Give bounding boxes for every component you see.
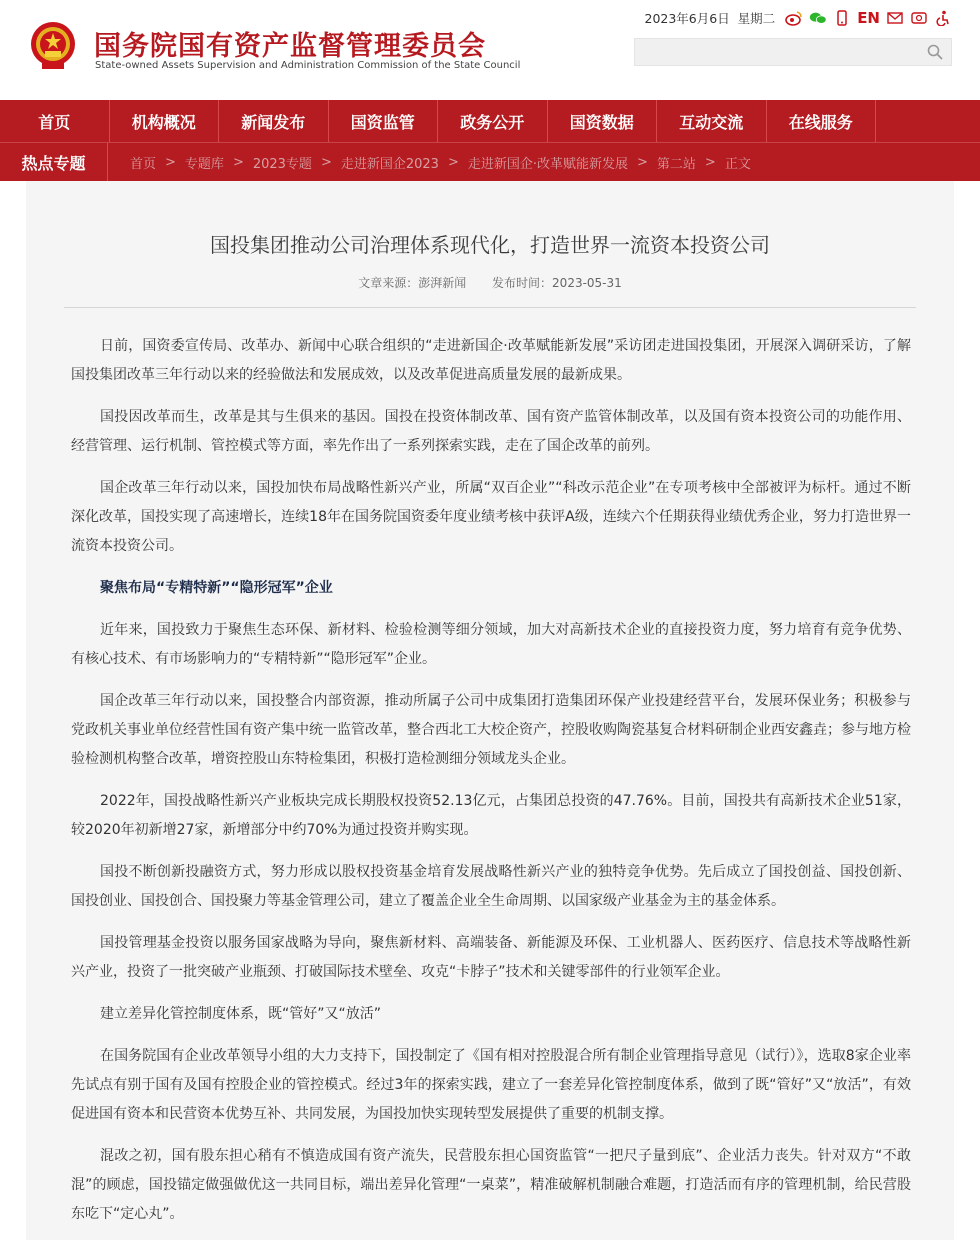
article-paragraph: 国企改革三年行动以来，国投整合内部资源，推动所属子公司中成集团打造集团环保产业投建经营平台，发展环保业务；积极参与党政机关事业单位经营性国有资产集中统一监管改革，整合西北工大校企资产，控股收购陶瓷基复合材料研制企业西安鑫垚；参与地方检验检测机构整合改革，增资控股山东特检集团，积极打造检测细分领域龙头企业。	[71, 693, 911, 767]
article-paragraph: 国投管理基金投资以服务国家战略为导向，聚焦新材料、高端装备、新能源及环保、工业机器人、医药医疗、信息技术等战略性新兴产业，投资了一批突破产业瓶颈、打破国际技术壁垒、攻克“卡脖子”技术和关键零部件的行业领军企业。	[71, 935, 911, 980]
wechat-icon[interactable]	[809, 9, 827, 27]
title-divider	[64, 307, 916, 308]
search-icon[interactable]	[927, 44, 943, 60]
top-utility-bar	[645, 8, 953, 28]
current-date: 2023年6月6日 星期二	[644, 11, 776, 26]
article-paragraph: 国投不断创新投融资方式，努力形成以股权投资基金培育发展战略性新兴产业的独特竞争优势。先后成立了国投创益、国投创新、国投创业、国投创合、国投聚力等基金管理公司，建立了覆盖企业全生命周期、以国家级产业基金为主的基金体系。	[71, 864, 911, 909]
article-container	[26, 181, 954, 1240]
nav-item-organization[interactable]: 机构概况	[110, 100, 220, 142]
national-emblem-icon[interactable]	[28, 20, 78, 72]
mobile-icon[interactable]	[833, 9, 851, 27]
article-paragraph: 国投因改革而生，改革是其与生俱来的基因。国投在投资体制改革、国有资产监管体制改革，以及国有资本投资公司的功能作用、经营管理、运行机制、管控模式等方面，率先作出了一系列探索实践，走在了国企改革的前列。	[71, 409, 911, 454]
article-body	[71, 332, 911, 1240]
hot-topics-tab[interactable]: 热点专题	[0, 143, 108, 181]
section-heading: 聚焦布局“专精特新”“隐形冠军”企业	[100, 580, 333, 596]
nav-item-supervision[interactable]: 国资监管	[329, 100, 439, 142]
site-subtitle: State-owned Assets Supervision and Administration Commission of the State Council	[95, 60, 521, 71]
nav-item-home[interactable]: 首页	[0, 100, 110, 142]
breadcrumb-second-stop[interactable]: 第二站	[656, 156, 696, 172]
nav-item-data[interactable]: 国资数据	[548, 100, 658, 142]
breadcrumb-topic-library[interactable]: 专题库	[184, 156, 224, 172]
article-paragraph: 混改之初，国有股东担心稍有不慎造成国有资产流失，民营股东担心国资监管“一把尺子量到底”、企业活力丧失。针对双方“不敢混”的顾虑，国投锚定做强做优这一共同目标，端出差异化管理“一桌菜”，精准破解机制融合难题，打造活而有序的管理机制，给民营股东吃下“定心丸”。	[71, 1148, 911, 1222]
nav-item-online-service[interactable]: 在线服务	[767, 100, 877, 142]
article-paragraph: 近年来，国投致力于聚焦生态环保、新材料、检验检测等细分领域，加大对高新技术企业的直接投资力度，努力培育有竞争优势、有核心技术、有市场影响力的“专精特新”“隐形冠军”企业。	[71, 622, 911, 667]
weibo-icon[interactable]	[785, 9, 803, 27]
article-date: 发布时间：2023-05-31	[492, 276, 622, 290]
search-input[interactable]	[635, 39, 915, 65]
breadcrumb-2023-topics[interactable]: 2023专题	[252, 156, 312, 172]
nav-item-news[interactable]: 新闻发布	[219, 100, 329, 142]
mail-icon[interactable]	[886, 9, 904, 27]
breadcrumb: 首页 > 专题库 > 2023专题 > 走进新国企2023 > 走进新国企·改革赋能新发展 > 第二站 > 正文	[130, 154, 751, 172]
article-paragraph: 在国务院国有企业改革领导小组的大力支持下，国投制定了《国有相对控股混合所有制企业管理指导意见（试行）》，选取8家企业率先试点有别于国有及国有控股企业的管控模式。经过3年的探索实践，建立了一套差异化管控制度体系，做到了既“管好”又“放活”，有效促进国有资本和民营资本优势互补、共同发展，为国投加快实现转型发展提供了重要的机制支撑。	[71, 1048, 911, 1122]
breadcrumb-reform-series[interactable]: 走进新国企·改革赋能新发展	[467, 156, 628, 172]
sub-nav	[0, 142, 980, 181]
breadcrumb-home[interactable]: 首页	[130, 156, 157, 172]
section-heading-plain: 建立差异化管控制度体系，既“管好”又“放活”	[100, 1006, 382, 1022]
accessibility-icon[interactable]	[934, 9, 952, 27]
nav-item-government-affairs[interactable]: 政务公开	[438, 100, 548, 142]
search-box	[634, 38, 952, 66]
site-title[interactable]: 国务院国有资产监督管理委员会	[94, 31, 486, 62]
article-source: 文章来源：澎湃新闻	[358, 276, 467, 290]
article-title: 国投集团推动公司治理体系现代化，打造世界一流资本投资公司	[210, 233, 770, 257]
article-paragraph: 2022年，国投战略性新兴产业板块完成长期股权投资52.13亿元，占集团总投资的47.76%。目前，国投共有高新技术企业51家，较2020年初新增27家，新增部分中约70%为通过投资并购实现。	[71, 793, 911, 838]
nav-item-interaction[interactable]: 互动交流	[657, 100, 767, 142]
article-meta	[26, 274, 954, 291]
breadcrumb-current: 正文	[724, 156, 751, 172]
main-nav	[0, 100, 980, 142]
article-paragraph: 日前，国资委宣传局、改革办、新闻中心联合组织的“走进新国企·改革赋能新发展”采访团走进国投集团，开展深入调研采访，了解国投集团改革三年行动以来的经验做法和发展成效，以及改革促进高质量发展的最新成果。	[71, 338, 911, 383]
breadcrumb-new-soe-2023[interactable]: 走进新国企2023	[340, 156, 439, 172]
site-header	[0, 0, 980, 100]
english-link[interactable]: EN	[857, 9, 880, 27]
article-paragraph: 国企改革三年行动以来，国投加快布局战略性新兴产业，所属“双百企业”“科改示范企业”在专项考核中全部被评为标杆。通过不断深化改革，国投实现了高速增长，连续18年在国务院国资委年度业绩考核中获评A级，连续六个任期获得业绩优秀企业，努力打造世界一流资本投资公司。	[71, 480, 911, 554]
feedback-icon[interactable]	[910, 9, 928, 27]
